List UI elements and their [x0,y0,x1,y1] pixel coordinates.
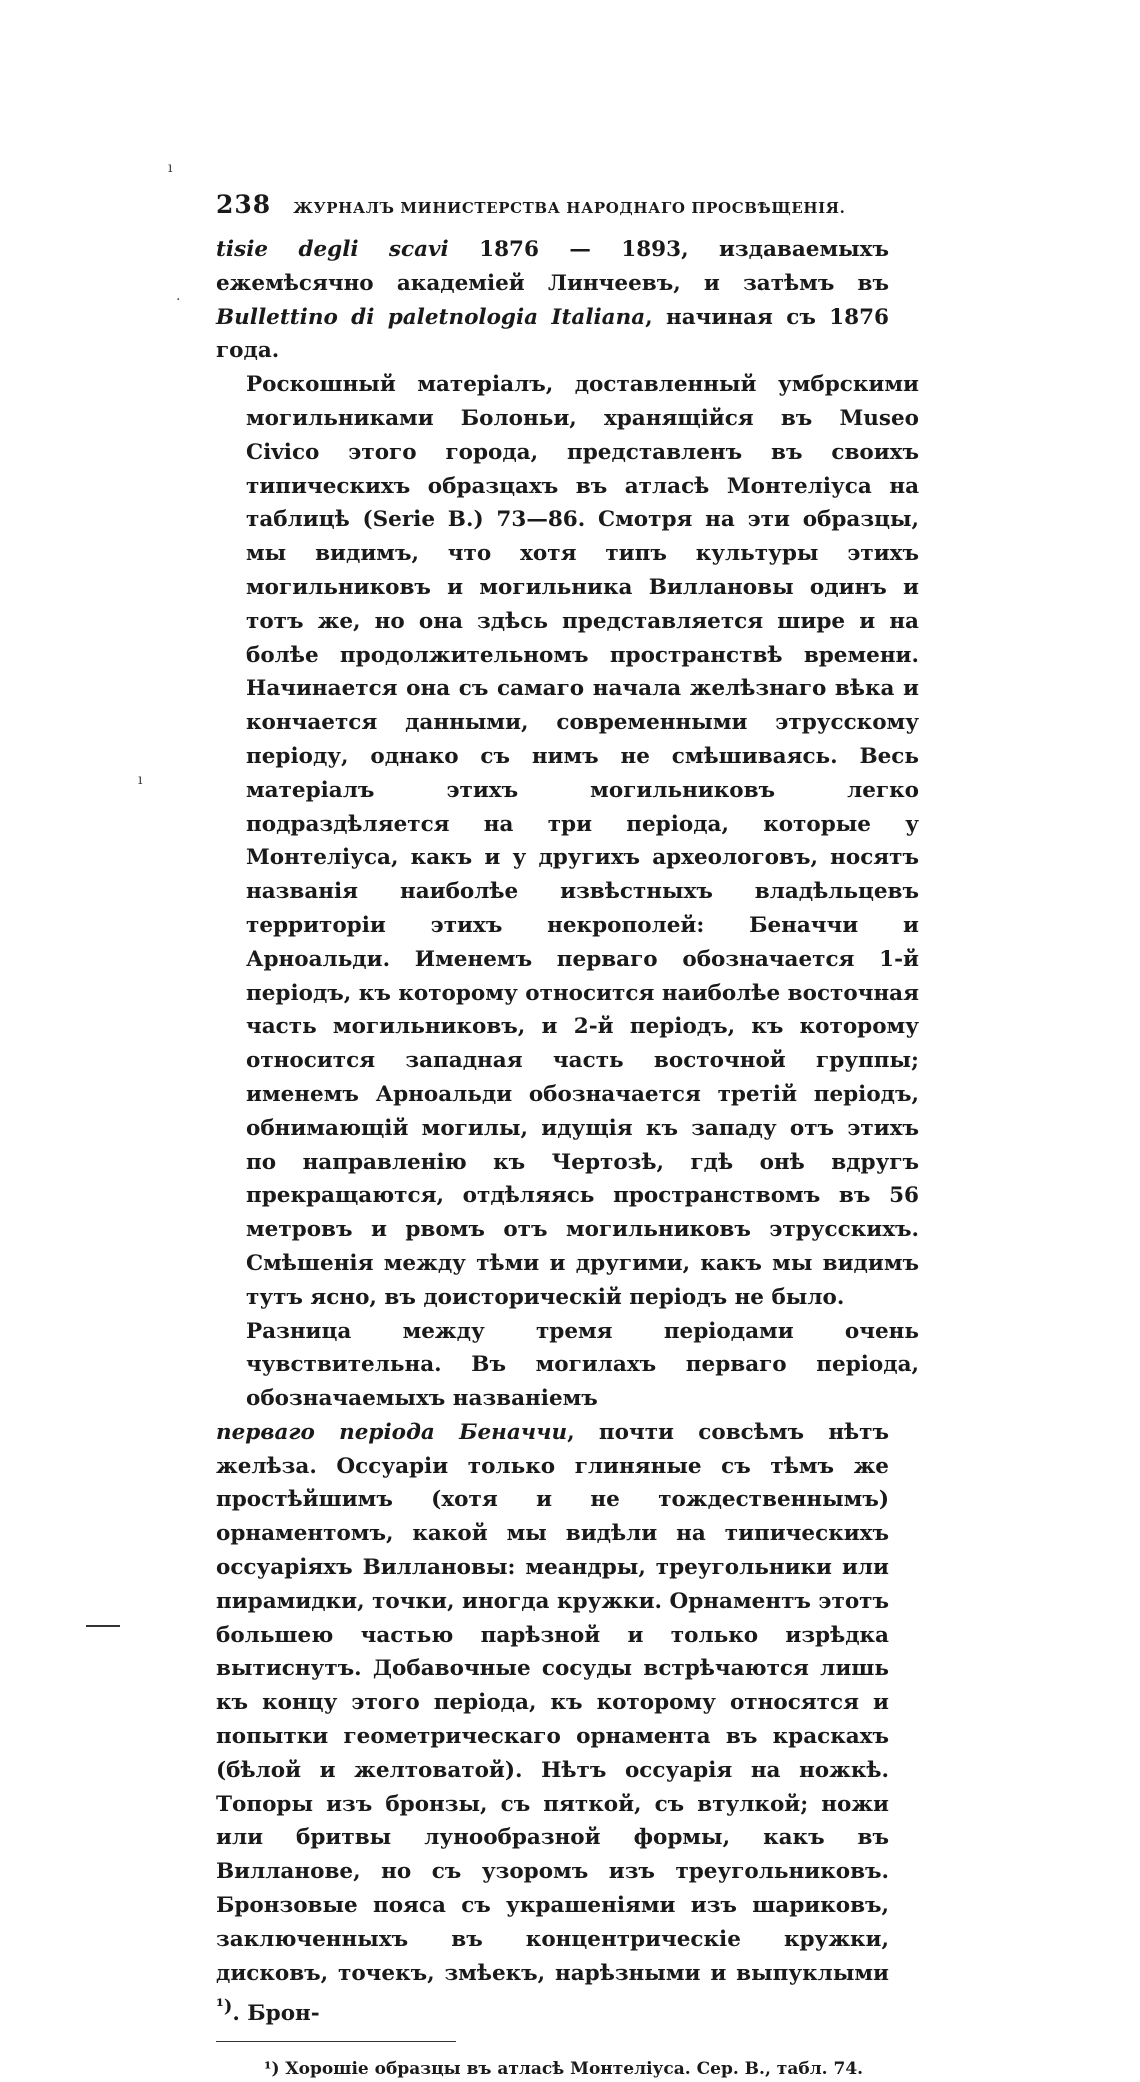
paragraph [216,368,919,1314]
footnote-text: Хорошіе образцы въ атласѣ Монтеліуса. Сер. В., табл. 74. [279,2059,864,2080]
page-body [216,190,919,2082]
text-run: , почти совсѣмъ нѣтъ желѣза. Оссуаріи только глиняные съ тѣмъ же простѣйшимъ (хотя и не тождественнымъ) орнаментомъ, какой мы видѣли на типическихъ оссуаріяхъ Виллановы: меандры, треугольники или пирамидки, точки, иногда кружки. Орнаментъ этотъ большею частью парѣзной и только изрѣдка вытиснутъ. Добавочные сосуды встрѣчаются лишь къ концу этого періода, къ которому относятся и попытки геометрическаго орнамента въ краскахъ (бѣлой и желтоватой). Нѣтъ оссуарія на ножкѣ. Топоры изъ бронзы, съ пяткой, съ втулкой; ножи или бритвы лунообразной формы, какъ въ Вилланове, но съ узоромъ изъ треугольниковъ. Бронзовые пояса съ украшеніями изъ шариковъ, заключенныхъ въ концентрическіе кружки, дисковъ, точекъ, змѣекъ, нарѣзными и выпуклыми [216,1419,889,1986]
footnote-reference: ¹) [216,1996,233,2018]
scan-mark [86,1625,120,1627]
italic-text: Bullettino di paletnologia Italiana [216,304,646,330]
text-run: Роскошный матеріалъ, доставленный умбрскими могильниками Болоньи, хранящійся въ Museo Civico этого города, представленъ въ своихъ типическихъ образцахъ въ атласѣ Монтеліуса на таблицѣ (Serie B.) 73—86. Смотря на эти образцы, мы видимъ, что хотя типъ культуры этихъ могильниковъ и могильника Виллановы одинъ и тотъ же, но она здѣсь представляется шире и на болѣе продолжительномъ пространствѣ времени. Начинается она съ самаго начала желѣзнаго вѣка и кончается данными, современными этрусскому періоду, однако съ нимъ не смѣшиваясь. Весь матеріалъ этихъ могильниковъ легко подраздѣляется на три періода, которые у Монтеліуса, какъ и у другихъ археологовъ, носятъ названія наиболѣе извѣстныхъ владѣльцевъ территоріи этихъ некрополей: Беначчи и Арноальди. Именемъ перваго обозначается 1-й періодъ, къ которому относится наиболѣе восточная часть могильниковъ, и 2-й періодъ, къ которому относится западная часть восточной группы; именемъ Арноальди обозначается третій періодъ, обнимающій могилы, идущія къ западу отъ этихъ по направленію къ Чертозѣ, гдѣ онѣ вдругъ прекращаются, отдѣляясь пространствомъ въ 56 метровъ и рвомъ отъ могильниковъ этрусскихъ. Смѣшенія между тѣми и другими, какъ мы видимъ тутъ ясно, въ доисторическій періодъ не было. [246,372,919,1310]
text-run: 1876 — 1893, издаваемыхъ ежемѣсячно академіей Линчеевъ, и затѣмъ въ [216,237,889,296]
paragraph [216,1315,919,2032]
footnote [216,2056,889,2082]
margin-mark: ı [168,160,173,176]
margin-mark: ı [138,772,143,788]
page-header [216,190,889,219]
body-text [216,233,919,2031]
page-number: 238 [216,190,272,219]
footnote-divider [216,2041,456,2042]
italic-text: tisie degli scavi [216,237,449,262]
text-run: Разница между тремя періодами очень чувствительна. Въ могилахъ перваго періода, обозначаемыхъ названіемъ [246,1318,919,1412]
text-run: . Брон- [232,2001,320,2027]
paragraph [216,233,889,368]
footnote-marker: ¹) [264,2059,280,2080]
italic-text: перваго періода Беначчи [216,1419,568,1445]
running-title: ЖУРНАЛЪ МИНИСТЕРСТВА НАРОДНАГО ПРОСВѢЩЕНІЯ. [293,199,846,217]
margin-mark: · [176,292,181,308]
text-run: , начиная съ 1876 года. [216,304,889,364]
